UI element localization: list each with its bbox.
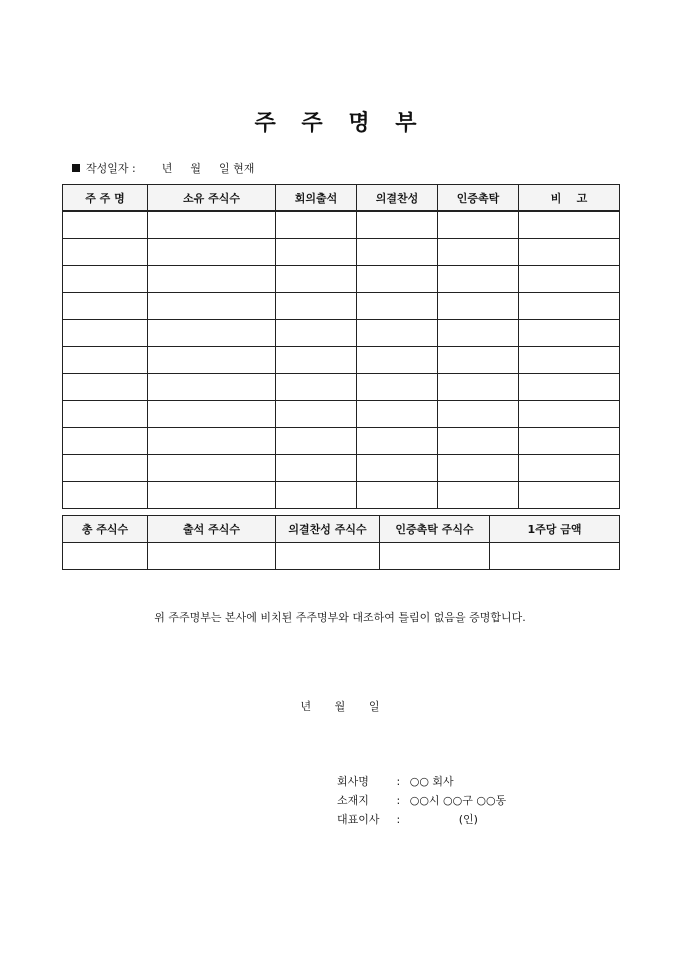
footer-month: 월 (334, 700, 346, 713)
table-cell (276, 293, 357, 320)
header-notarized-shares: 인증촉탁 주식수 (380, 516, 490, 543)
table-cell (357, 347, 438, 374)
date-day-current: 일 현재 (219, 162, 255, 175)
table-row (63, 320, 620, 347)
summary-cell (380, 543, 490, 570)
header-attending-shares: 출석 주식수 (148, 516, 276, 543)
table-cell (519, 320, 620, 347)
table-cell (276, 428, 357, 455)
footer-date (0, 698, 680, 714)
table-cell (438, 239, 519, 266)
table-cell (357, 374, 438, 401)
summary-row (63, 543, 620, 570)
footer-year: 년 (300, 700, 312, 713)
header-amount-per-share: 1주당 금액 (490, 516, 620, 543)
header-shares-owned: 소유 주식수 (148, 185, 276, 212)
table-cell (519, 401, 620, 428)
table-cell (357, 293, 438, 320)
date-label: 작성일자 : (86, 162, 136, 175)
table-cell (63, 293, 148, 320)
table-cell (148, 455, 276, 482)
separator: : (396, 794, 401, 807)
table-cell (276, 320, 357, 347)
table-cell (63, 428, 148, 455)
separator: : (396, 775, 401, 788)
table-cell (438, 455, 519, 482)
company-label: 회사명 (337, 775, 369, 788)
address-value: ○○시 ○○구 ○○동 (409, 794, 507, 807)
date-month: 월 (190, 162, 201, 175)
table-body (63, 211, 620, 509)
certification-statement: 위 주주명부는 본사에 비치된 주주명부와 대조하여 틀림이 없음을 증명합니다. (154, 611, 526, 624)
table-cell (148, 401, 276, 428)
address-line (337, 791, 506, 810)
header-notarization: 인증촉탁 (438, 185, 519, 212)
header-shareholder-name: 주 주 명 (63, 185, 148, 212)
table-cell (519, 266, 620, 293)
table-cell (148, 239, 276, 266)
table-cell (276, 455, 357, 482)
table-cell (357, 211, 438, 239)
summary-cell (276, 543, 380, 570)
table-row (63, 293, 620, 320)
table-row (63, 211, 620, 239)
address-label: 소재지 (337, 794, 369, 807)
table-cell (148, 428, 276, 455)
table-cell (357, 428, 438, 455)
separator: : (396, 813, 401, 826)
shareholder-table (62, 184, 620, 509)
summary-cell (148, 543, 276, 570)
table-cell (438, 211, 519, 239)
table-cell (438, 374, 519, 401)
table-cell (276, 374, 357, 401)
table-cell (148, 347, 276, 374)
summary-cell (63, 543, 148, 570)
table-cell (519, 347, 620, 374)
table-cell (276, 266, 357, 293)
table-cell (357, 401, 438, 428)
table-cell (148, 293, 276, 320)
table-cell (519, 482, 620, 509)
table-row (63, 428, 620, 455)
table-cell (63, 374, 148, 401)
ceo-label: 대표이사 (337, 813, 380, 826)
table-row (63, 482, 620, 509)
signature-block (337, 772, 506, 829)
table-cell (357, 239, 438, 266)
table-cell (63, 239, 148, 266)
table-cell (519, 211, 620, 239)
table-cell (63, 401, 148, 428)
header-meeting-attendance: 회의출석 (276, 185, 357, 212)
table-cell (357, 320, 438, 347)
table-cell (519, 374, 620, 401)
table-cell (63, 320, 148, 347)
table-cell (519, 428, 620, 455)
table-row (63, 374, 620, 401)
table-cell (438, 347, 519, 374)
table-header-row (63, 185, 620, 212)
header-resolution-approval: 의결찬성 (357, 185, 438, 212)
table-cell (148, 320, 276, 347)
table-cell (357, 455, 438, 482)
table-cell (148, 374, 276, 401)
square-bullet-icon (72, 164, 80, 172)
date-year: 년 (161, 162, 173, 175)
table-cell (438, 401, 519, 428)
table-row (63, 455, 620, 482)
header-approving-shares: 의결찬성 주식수 (276, 516, 380, 543)
ceo-line (337, 810, 506, 829)
seal-mark: (인) (458, 813, 478, 826)
table-cell (148, 266, 276, 293)
table-cell (519, 239, 620, 266)
table-cell (148, 482, 276, 509)
table-cell (438, 428, 519, 455)
company-value: ○○ 회사 (409, 775, 454, 788)
summary-header-row (63, 516, 620, 543)
table-cell (63, 266, 148, 293)
table-cell (519, 455, 620, 482)
table-cell (357, 482, 438, 509)
table-cell (519, 293, 620, 320)
table-cell (276, 482, 357, 509)
table-row (63, 401, 620, 428)
table-row (63, 347, 620, 374)
header-total-shares: 총 주식수 (63, 516, 148, 543)
table-cell (63, 347, 148, 374)
table-cell (276, 401, 357, 428)
table-cell (63, 211, 148, 239)
footer-day: 일 (368, 700, 380, 713)
table-row (63, 266, 620, 293)
table-cell (148, 211, 276, 239)
document-title: 주 주 명 부 (254, 111, 426, 136)
table-cell (438, 482, 519, 509)
company-line (337, 772, 506, 791)
table-cell (63, 455, 148, 482)
table-cell (276, 211, 357, 239)
summary-cell (490, 543, 620, 570)
table-cell (438, 293, 519, 320)
summary-table (62, 515, 620, 570)
header-remarks: 비 고 (519, 185, 620, 212)
table-cell (63, 482, 148, 509)
table-cell (357, 266, 438, 293)
table-cell (438, 320, 519, 347)
table-row (63, 239, 620, 266)
table-cell (438, 266, 519, 293)
table-cell (276, 239, 357, 266)
table-cell (276, 347, 357, 374)
date-line (72, 160, 254, 176)
